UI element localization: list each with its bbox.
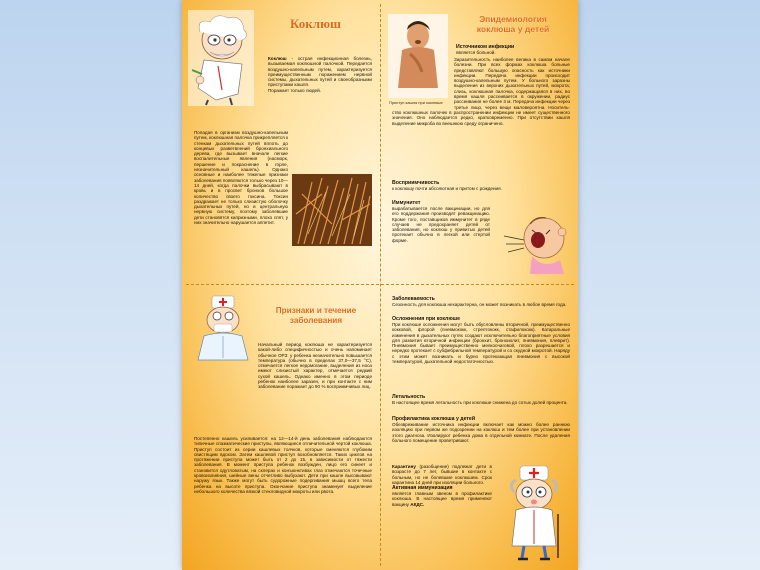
quarantine-vaccination-block: [392, 464, 492, 507]
vaccination-heading: Активная иммунизация: [392, 485, 453, 492]
panel-signs-course: [186, 288, 376, 566]
panel3-title-line2: заболевания: [289, 316, 343, 325]
panel2-title-line1: Эпидемиология: [479, 14, 547, 24]
photo-float-spacer: [392, 57, 454, 105]
complications-text: При коклюше осложнения могут быть обусловлены вторичной, преимущественно кокковой, флорой (пневмококк, стрептококк, стафилококк). Катаральные изменения в дыхательных путях создают исключительно благоприятные условия для развития вторичной инфекции (бронхит, бронхиолит, пневмония, плеврит). Пневмония бывает преимущественно мелкоочаговой, плохо разрешается и нередко протекает с субфебрильной температурой и со скудной мокротой. Наряду с этим может возникать и бурно протекающая пневмония с высокой температурой, дыхательной недостаточностью.: [392, 322, 570, 365]
panel3-title: [260, 306, 372, 326]
prevention-text: Обезвреживание источника инфекции включает как можно более раннюю изоляцию при первом же подозрении на коклюш и тем более при установлении этого диагноза. Изолируют ребенка дома в отдельной комнате. После удаления больного помещение проветривают.: [392, 422, 570, 443]
immunity-block: [392, 200, 490, 243]
vaccine-name: АКДС.: [410, 501, 425, 507]
source-paragraph: Заразительность наиболее велика в самом начале болезни. При всех формах коклюша больные представляют большую опасность как источники инфекции. Передача инфекции происходит воздушно-капельным путем. У больного заразны выделения из верхних дыхательных путей, мокрота; слизь, коклюшная палочка, содержащаяся в них, во время кашля рассеивается в окружении, радиус рассеивания не более 3 м. Передача инфекции через третье лицо, через вещи маловероятна. Носитель- ство коклюшных палочек в распространении инфекции не имеет существенного значения. Оно наблюдается редко, кратковременно. При отсутствии кашля выделение микроба во внешнюю среду ограничено.: [392, 57, 570, 126]
leaflet-sheet: [182, 0, 578, 570]
panel3-title-line1: Признаки и течение: [275, 306, 357, 315]
paroxysm-text: Постепенно кашель усиливается: на 12—14-й день заболевания наблюдаются типичные спазматические приступы, являющиеся отличительной чертой коклюша. Приступ состоит из серии кашлевых толчков, которые сменяются глубоким свистящим вдохом. Затем кашлевой приступ возобновляется. Таких циклов на протяжении приступа может быть от 2 до 15, в зависимости от тяжести заболевания. В момент приступа ребенок возбужден, лицо его синеет и становится одутловатым, на склерах и конъюнктивах глаз отмечаются точечные кровоизлияния, шейные вены отчетливо выбухают. Дети при кашле высовывают наружу язык. Также могут быть судорожные подергивания мышц всего тела ребенка на высоте приступа. Окончание приступа знаменует выделение небольшого количества вязкой стекловидной мокроты или рвота.: [194, 436, 372, 494]
mortality-text: В настоящее время летальность при коклюше снижена до сотых долей процента.: [392, 400, 568, 405]
source-heading: Источником инфекции: [456, 44, 515, 50]
panel1-lead-text: [268, 56, 372, 93]
title-float-spacer: [194, 342, 258, 386]
coughing-baby-illustration: [502, 210, 572, 276]
susceptibility-heading: Восприимчивость: [392, 180, 440, 186]
initial-period-paragraph: Начальный период коклюша не характеризуется какой-либо специфичностью и очень напоминает обычное ОРЗ: у ребенка незначительно повышается температура (обычно в пределах 37,0—37,5 °С), отмечается легкое недомогание, выделения из носа имеют слизистый характер, отмечается редкий сухой кашель. Однако именно в этом периоде ребенок наиболее заразен, и при контакте с ним заболевание поражает до 90 % восприимчивых лиц.: [258, 342, 372, 390]
vaccination-text: является главным звеном в профилактике коклюша. В настоящее время применяют вакцину: [392, 491, 492, 507]
horizontal-divider: [186, 284, 574, 285]
quarantine-heading: Карантину: [392, 464, 416, 469]
prevention-heading: Профилактика коклюша у детей: [392, 416, 476, 422]
complications-heading: Осложнения при коклюше: [392, 316, 460, 322]
immunity-heading: Иммунитет: [392, 200, 421, 206]
doctor-with-cane-illustration: [498, 464, 570, 562]
morbidity-block: [392, 296, 570, 307]
mortality-block: [392, 394, 570, 405]
complications-block: [392, 316, 570, 364]
source-text: [392, 57, 570, 179]
morbidity-heading: Заболеваемость: [392, 296, 435, 302]
panel-epidemiology: [384, 4, 574, 280]
child-photo-caption: Приступ кашля при коклюше: [389, 100, 443, 105]
doctor-mascot-illustration: [188, 10, 254, 106]
source-sub: является больной.: [456, 50, 496, 55]
quarantine-text: (разобщение) подлежат дети в возрасте до 7 лет, бывшие в контакте с больным, но не болевшие коклюшем. Срок карантина 14 дней при изоляции больного.: [392, 464, 492, 485]
lead-term: Коклюш: [268, 56, 287, 61]
body-paragraph: Попадая в организм воздушно-капельным путем, коклюшная палочка прикрепляется к стенкам дыхательных путей вплоть до концевых разветвлений бронхиального дерева, где вызывает вначале легкие воспалительные явления (насморк, першение и покраснение в горле, незначительный кашель). Однако основные и наиболее тяжелые признаки заболевания появляются только через 10—14 дней, когда палочки выбрасывают в кровь и в просвет бронхов большое количество своего токсина. Токсин раздражает не только слизистую оболочку дыхательных путей, но и центральную нервную систему, поэтому заболевшие дети становятся капризными, плохо спят, у них значительно нарушается аппетит.: [194, 130, 288, 226]
lead-end: Поражает только людей.: [268, 87, 321, 93]
lead-definition: - острая инфекционная болезнь, вызываемая коклюшной палочкой. Передается воздушно-капельным путем, характеризуется преимущественным поражением нервной системы, дыхательных путей и своеобразными приступами кашля.: [268, 56, 372, 88]
bacteria-microscope-image: [292, 174, 372, 246]
panel2-title: [454, 14, 572, 34]
panel-whooping-cough: [186, 4, 376, 280]
prevention-block: [392, 416, 570, 443]
morbidity-text: Сезонность для коклюша нехарактерна, он может возникать в любое время года.: [392, 302, 567, 307]
initial-period-text: [194, 342, 372, 390]
panel-complications-prevention: [384, 288, 574, 566]
susceptibility-text: к коклюшу почти абсолютная и притом с рождения.: [392, 186, 502, 191]
immunity-text: вырабатывается после вакцинации, но для его поддержания производят ревакцинацию. Кроме того, поставщиков иммунитет в ряде случаев не предохраняет детей от заболевания, но коклюш у привитых детей протекает обычно в легкой или стертой форме.: [392, 206, 490, 243]
mortality-heading: Летальность: [392, 394, 426, 400]
vertical-divider: [380, 4, 381, 566]
panel1-body-text: [194, 130, 372, 278]
source-heading-block: [456, 44, 570, 55]
panel1-title: Коклюш: [290, 16, 341, 31]
susceptibility-block: [392, 180, 570, 191]
panel2-title-line2: коклюша у детей: [476, 24, 550, 34]
